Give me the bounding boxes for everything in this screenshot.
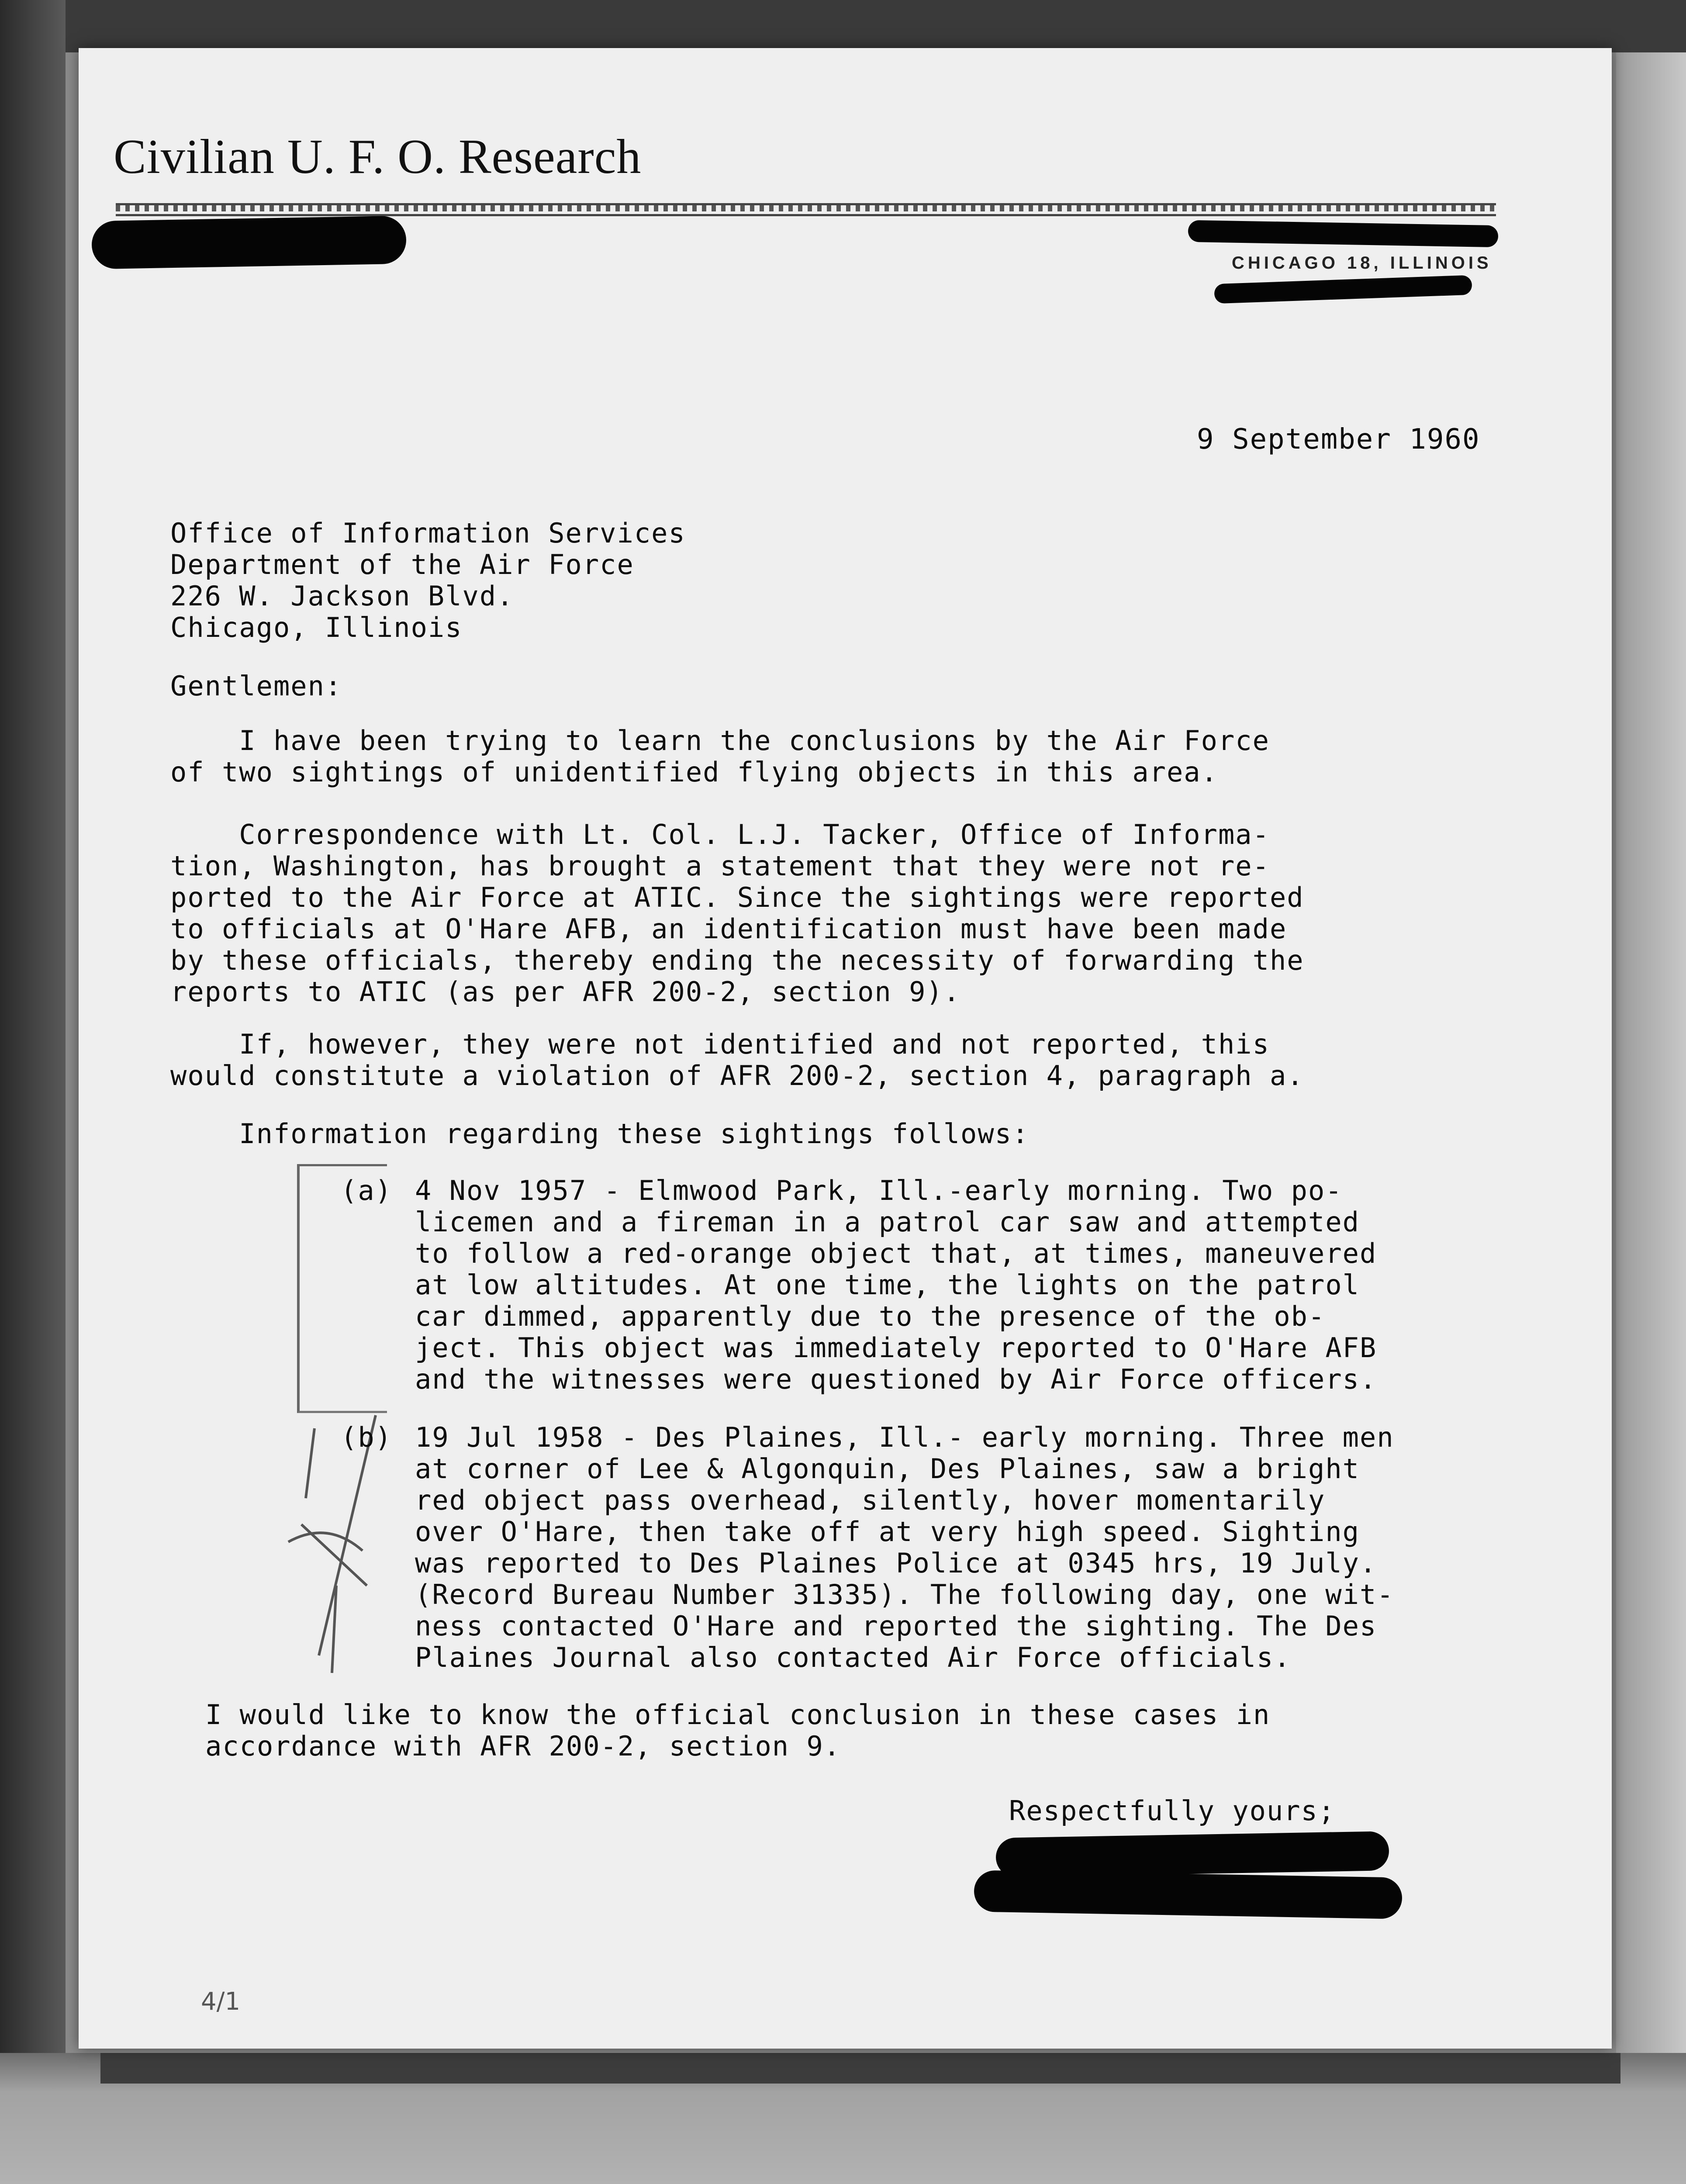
recipient-line: 226 W. Jackson Blvd. (170, 580, 514, 612)
sighting-b-text: 19 Jul 1958 - Des Plaines, Ill.- early morning. Three men at corner of Lee & Algonquin, Des Plaines, saw a bright red object pass overhead, silently, hover momentarily over O'Hare, then take off at very high speed. Sighting was reported to Des Plaines Police at 0345 hrs, 19 July. (Record Bureau Number 31335). The following day, one wit- ness contacted O'Hare and reported the sighting. The Des Plaines Journal also contacted Air Force officials. (415, 1421, 1394, 1673)
paragraph-sightings-intro: Information regarding these sightings follows: (170, 1118, 1030, 1150)
redaction-address-left (91, 216, 407, 270)
paragraph-request: I would like to know the official conclusion in these cases in accordance with AFR 200-2, section 9. (205, 1699, 1271, 1762)
sighting-b-label: (b) (341, 1421, 392, 1453)
redaction-signature-name (974, 1870, 1403, 1919)
sighting-a-label: (a) (341, 1175, 392, 1206)
redaction-phone (1214, 275, 1472, 304)
letterhead-rule-bottom (116, 214, 1496, 216)
recipient-line: Chicago, Illinois (170, 612, 463, 643)
letterhead-title: Civilian U. F. O. Research (114, 130, 642, 184)
scan-border-right (1616, 52, 1686, 2084)
recipient-line: Department of the Air Force (170, 549, 634, 581)
letter-date: 9 September 1960 (1197, 423, 1480, 456)
redaction-signature (995, 1831, 1389, 1877)
page-note: 4/1 (201, 1987, 241, 2016)
letter-page (79, 48, 1612, 2049)
paragraph-violation: If, however, they were not identified and not reported, this would constitute a violation of AFR 200-2, section 4, paragraph a. (170, 1028, 1304, 1092)
letterhead-rule-dotted (116, 205, 1496, 211)
closing-salutation: Respectfully yours; (1009, 1795, 1336, 1827)
scan-border-left (0, 0, 66, 2184)
letterhead-city: CHICAGO 18, ILLINOIS (1232, 253, 1492, 273)
redaction-address-right (1188, 220, 1499, 247)
recipient-line: Office of Information Services (170, 517, 686, 549)
scan-border-top (0, 0, 1686, 52)
paragraph-correspondence: Correspondence with Lt. Col. L.J. Tacker, Office of Informa- tion, Washington, has brought a statement that they were not re- ported to the Air Force at ATIC. Since the sightings were reported to officials at O'Hare AFB, an identification must have been made by these officials, thereby ending the necessity of forwarding the reports to ATIC (as per AFR 200-2, section 9). (170, 819, 1304, 1008)
paragraph-intro: I have been trying to learn the conclusions by the Air Force of two sightings of unidentified flying objects in this area. (170, 725, 1270, 788)
recipient-address (170, 518, 686, 643)
scan-shadow-band (100, 2053, 1620, 2084)
salutation: Gentlemen: (170, 670, 342, 702)
sighting-a-text: 4 Nov 1957 - Elmwood Park, Ill.-early morning. Two po- licemen and a fireman in a patrol car saw and attempted to follow a red-orange object that, at times, maneuvered at low altitudes. At one time, the lights on the patrol car dimmed, apparently due to the presence of the ob- ject. This object was immediately reported to O'Hare AFB and the witnesses were questioned by Air Force officers. (415, 1175, 1377, 1395)
